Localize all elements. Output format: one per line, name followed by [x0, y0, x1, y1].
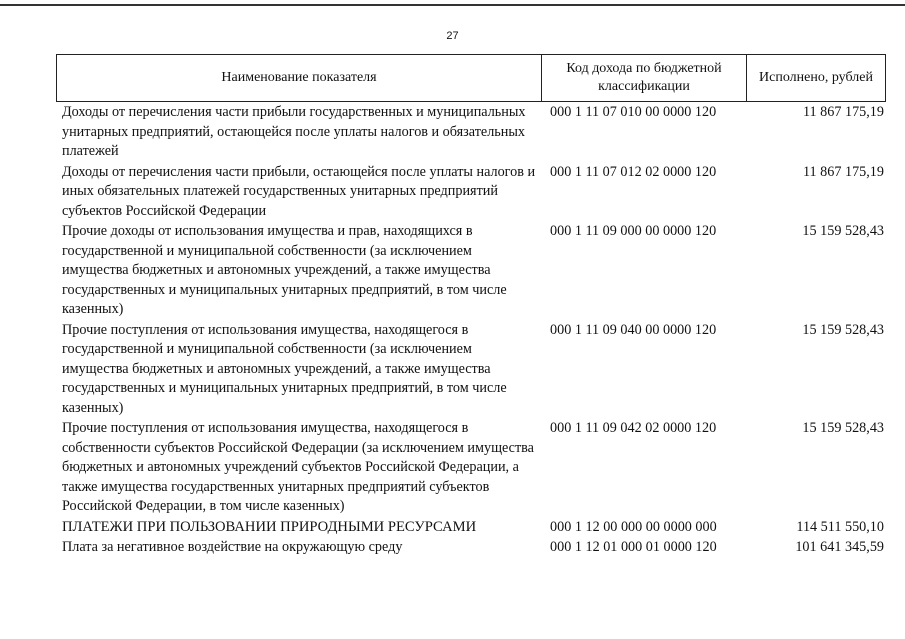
row-amount: 101 641 345,59	[795, 539, 884, 555]
header-code-column: Код дохода по бюджетной классификации	[542, 55, 747, 101]
row-name: Прочие доходы от использования имущества и прав, находящихся в государственной и муниципальной собственности (за исключением имущества бюджетных и автономных учреждений, а также имущества государственных и муниципальных унитарных предприятий, в том числе казенных)	[62, 223, 507, 317]
row-name: Доходы от перечисления части прибыли государственных и муниципальных унитарных предприятий, остающейся после уплаты налогов и обязательных платежей	[62, 104, 526, 159]
row-code: 000 1 11 09 000 00 0000 120	[550, 223, 717, 239]
table-row	[62, 321, 884, 419]
row-code: 000 1 12 01 000 01 0000 120	[550, 539, 717, 555]
table-row	[62, 538, 884, 558]
table-row	[62, 419, 884, 517]
row-name: ПЛАТЕЖИ ПРИ ПОЛЬЗОВАНИИ ПРИРОДНЫМИ РЕСУРСАМИ	[62, 518, 477, 535]
row-amount: 114 511 550,10	[796, 518, 884, 535]
table-header	[56, 54, 886, 102]
row-code: 000 1 11 09 040 00 0000 120	[550, 321, 717, 338]
row-name: Прочие поступления от использования имущества, находящегося в государственной и муниципальной собственности (за исключением имущества бюджетных и автономных учреждений, а также имущества государственных и муниципальных унитарных предприятий, в том числе казенных)	[62, 321, 507, 416]
row-code: 000 1 11 09 042 02 0000 120	[550, 420, 717, 436]
table-row	[62, 163, 884, 222]
row-name: Прочие поступления от использования имущества, находящегося в собственности субъектов Российской Федерации (за исключением имущества бюджетных и автономных учреждений субъектов Российской Федерации, а также имущества государственных унитарных предприятий субъектов Российской Федерации, в том числе казенных)	[62, 420, 534, 514]
header-name-column: Наименование показателя	[57, 55, 542, 101]
table-row	[62, 518, 884, 538]
page-number: 27	[446, 30, 459, 42]
row-code: 000 1 11 07 010 00 0000 120	[550, 104, 717, 120]
row-amount: 15 159 528,43	[802, 321, 884, 338]
row-amount: 15 159 528,43	[802, 223, 884, 239]
header-amount-column: Исполнено, рублей	[759, 70, 873, 85]
row-amount: 11 867 175,19	[802, 163, 884, 180]
row-name: Плата за негативное воздействие на окружающую среду	[62, 539, 403, 555]
row-name: Доходы от перечисления части прибыли, остающейся после уплаты налогов и иных обязательных платежей государственных унитарных предприятий субъектов Российской Федерации	[62, 163, 536, 219]
row-code: 000 1 11 07 012 02 0000 120	[550, 163, 717, 180]
table-row	[62, 222, 884, 320]
table-row	[62, 103, 884, 162]
table-body	[62, 103, 884, 559]
row-code: 000 1 12 00 000 00 0000 000	[550, 518, 717, 535]
top-rule	[0, 0, 905, 6]
row-amount: 15 159 528,43	[802, 420, 884, 436]
row-amount: 11 867 175,19	[802, 104, 884, 120]
